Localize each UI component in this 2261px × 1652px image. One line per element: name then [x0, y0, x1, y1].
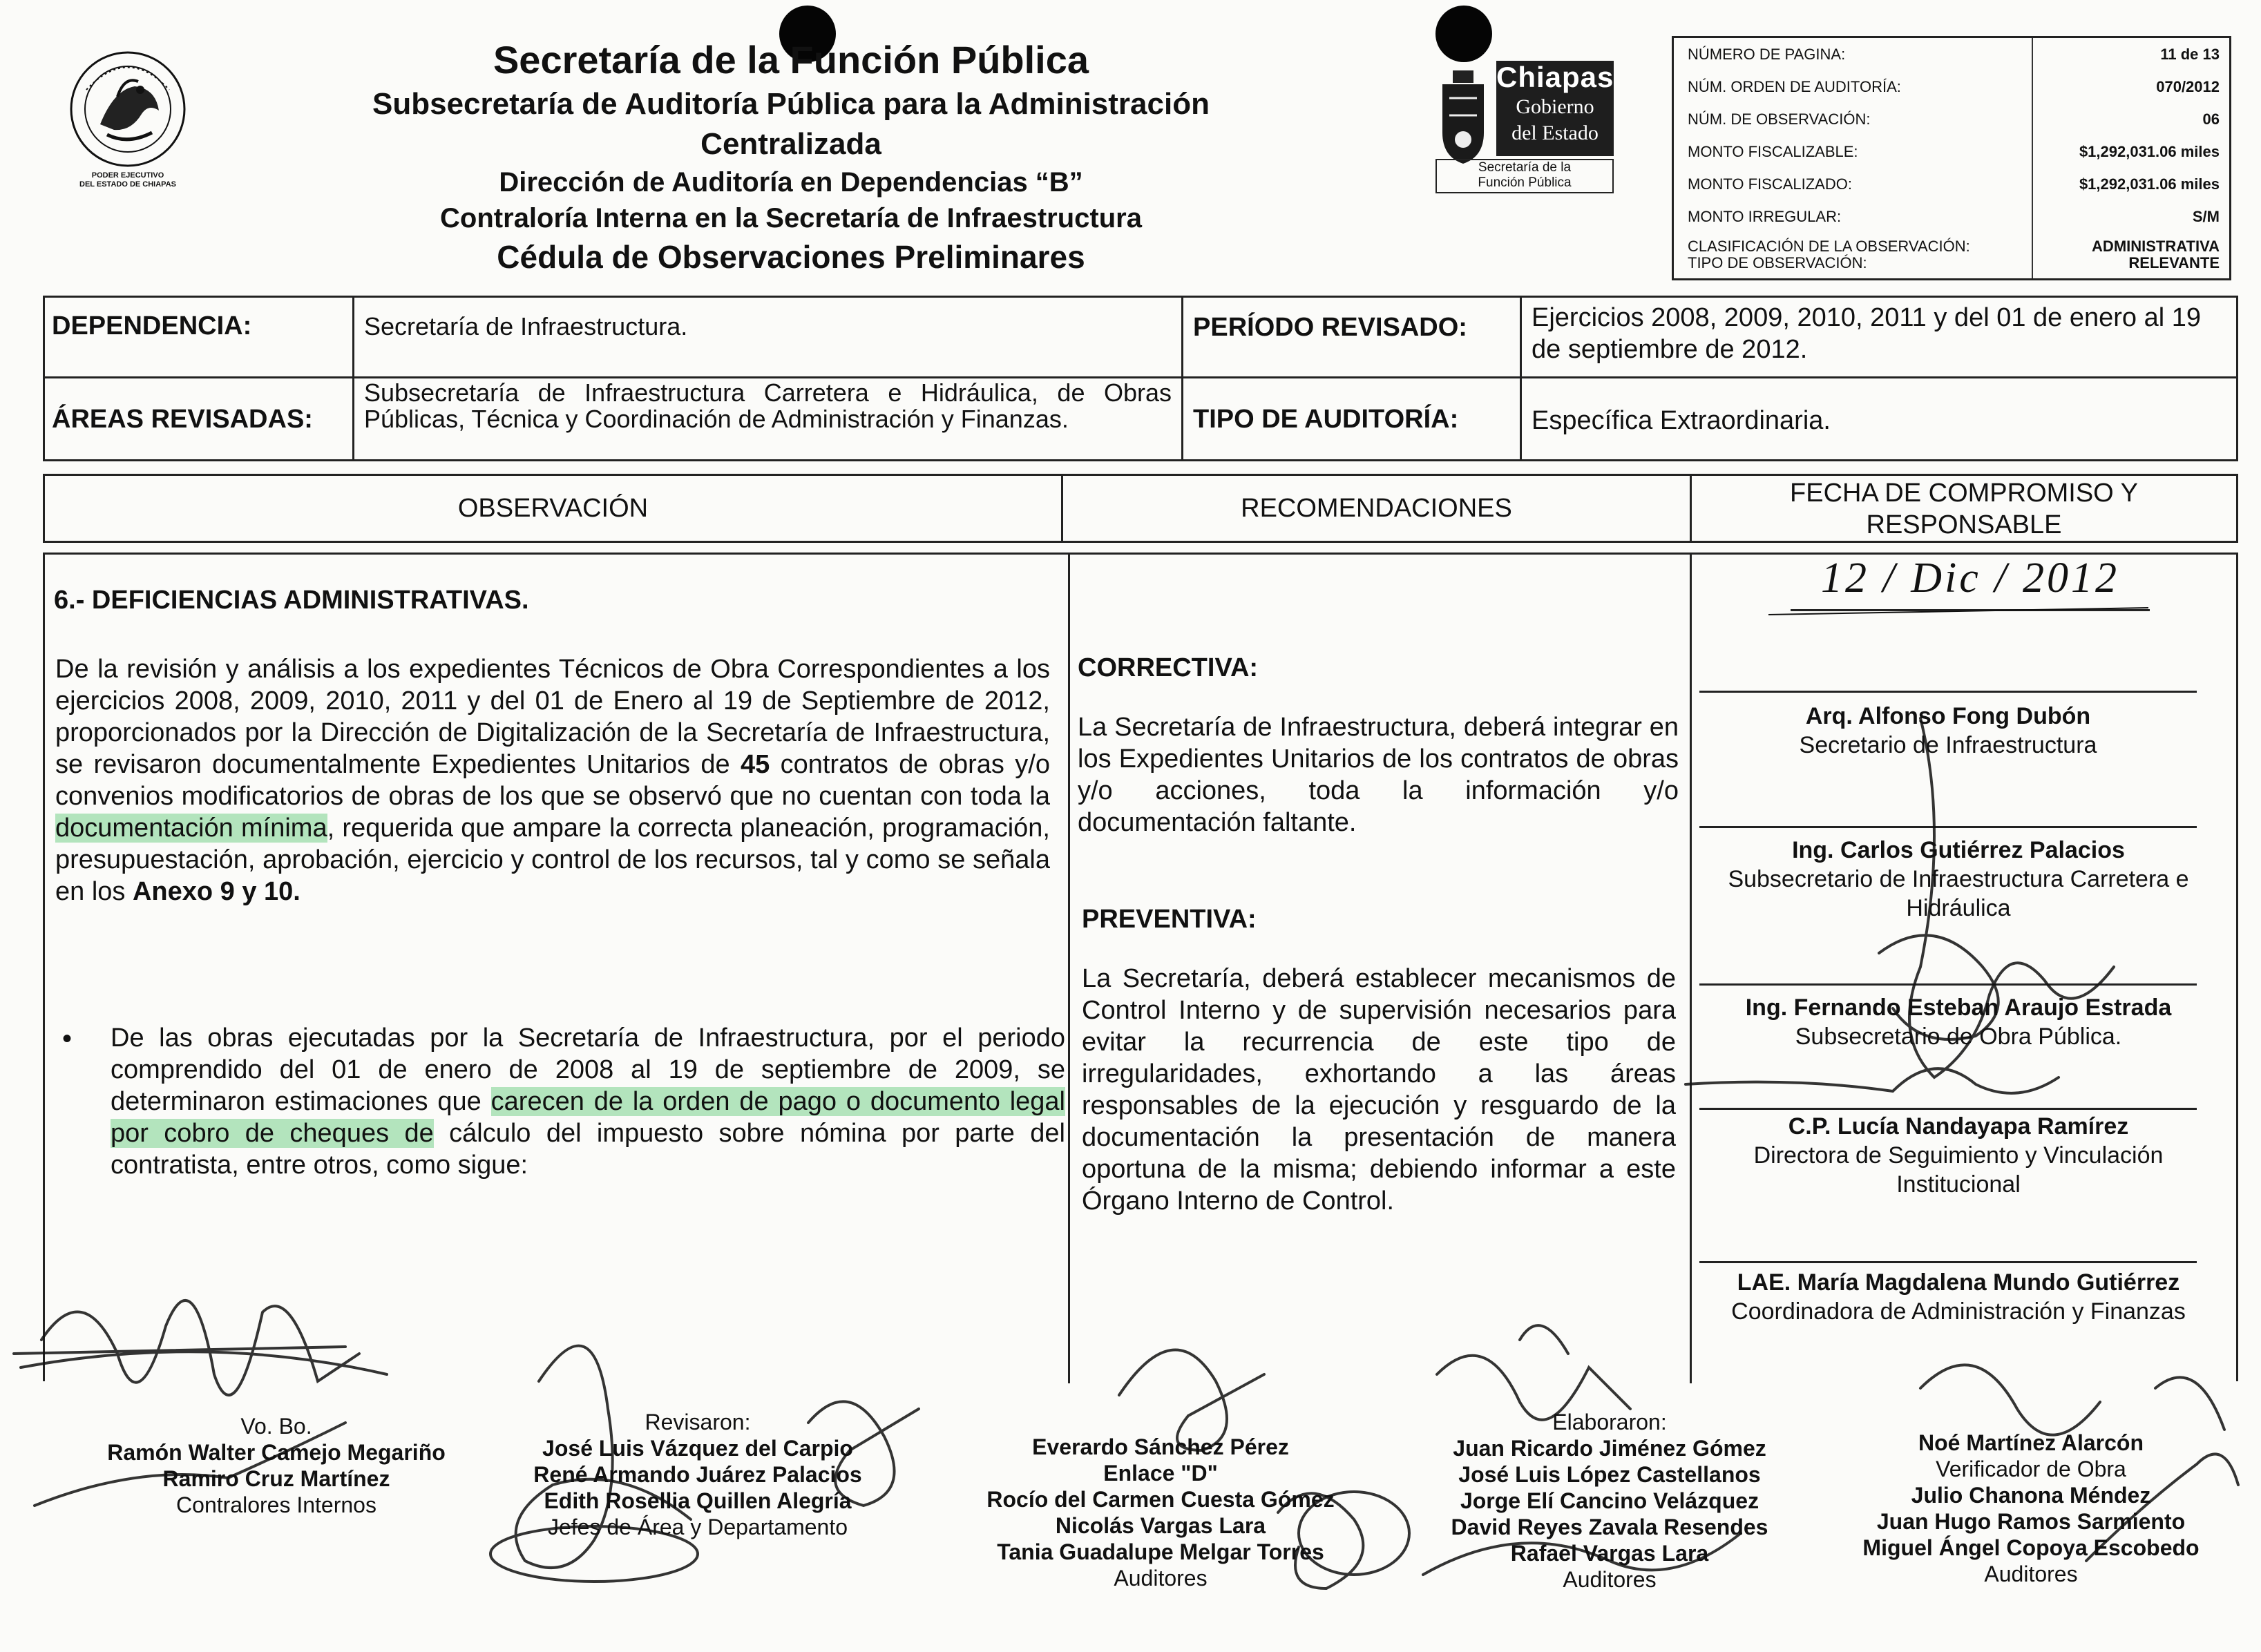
fecha-cell [1692, 555, 2236, 1383]
signer-name: Tania Guadalupe Melgar Torres [997, 1539, 1324, 1564]
recomendaciones-header: RECOMENDACIONES [1241, 494, 1512, 523]
signer-name: Everardo Sánchez Pérez [1032, 1434, 1289, 1459]
signer-name: Edith Rosellia Quillen Alegría [544, 1488, 852, 1513]
general-info-table [43, 296, 2238, 461]
logo-caption-line2: Función Pública [1478, 175, 1572, 190]
tipo-value-cell [1522, 378, 2236, 459]
signer-role: Verificador de Obra [1936, 1457, 2126, 1481]
logo-caption [1435, 159, 1614, 193]
info-box [1672, 36, 2231, 280]
info-key: MONTO FISCALIZADO: [1688, 175, 1852, 193]
signer-role: Auditores [1114, 1566, 1208, 1591]
signer-name: Ramón Walter Camejo Megariño [107, 1440, 446, 1465]
p1-highlight: documentación mínima [55, 814, 327, 843]
signature-line [1699, 1261, 2197, 1263]
correctiva-text: La Secretaría de Infraestructura, deberá integrar en los Expedientes Unitarios de los contratos de obras y/o acciones, toda la información y/o documentación faltante. [1078, 713, 1679, 837]
info-row [1674, 168, 2229, 200]
state-shield-icon [1435, 70, 1491, 167]
responsable-name: LAE. María Magdalena Mundo Gutiérrez [1737, 1269, 2180, 1296]
observacion-heading: 6.- DEFICIENCIAS ADMINISTRATIVAS. [54, 586, 529, 615]
signer-name: Miguel Ángel Copoya Escobedo [1862, 1535, 2200, 1560]
vobo-label: Vo. Bo. [240, 1414, 312, 1439]
areas-value: Subsecretaría de Infraestructura Carretera e Hidráulica, de Obras Públicas, Técnica y Coordinación de Administración y Finanzas. [364, 378, 1172, 433]
info-key [1674, 238, 2033, 271]
info-value: $1,292,031.06 miles [2079, 175, 2220, 193]
responsable-1 [1672, 702, 2224, 760]
signature-scribble [2155, 1377, 2224, 1430]
responsable-title: Subsecretario de Obra Pública. [1795, 1024, 2122, 1050]
seal-caption-line1: PODER EJECUTIVO [91, 171, 164, 180]
responsable-name: C.P. Lucía Nandayapa Ramírez [1788, 1113, 2129, 1140]
signer-role: Auditores [1563, 1567, 1657, 1592]
info-value-classification: ADMINISTRATIVA [2092, 238, 2220, 255]
chiapas-logo [1435, 61, 1614, 199]
header-contraloria: Contraloría Interna en la Secretaría de Infraestructura [440, 203, 1142, 233]
logo-line1: Gobierno [1516, 95, 1594, 118]
signature-line [1699, 826, 2197, 828]
info-key-classification: CLASIFICACIÓN DE LA OBSERVACIÓN: [1688, 238, 1970, 255]
info-key: NÚMERO DE PAGINA: [1688, 45, 1846, 63]
signature-line [1699, 983, 2197, 986]
signature-block-elaboraron [1416, 1409, 1803, 1593]
responsable-4 [1672, 1112, 2245, 1199]
column-header-row [43, 474, 2238, 543]
signer-name: Noé Martínez Alarcón [1918, 1430, 2144, 1455]
p2-highlight: carecen de la orden de pago o documento legal por cobro de cheques de [111, 1087, 1065, 1148]
responsable-name: Arq. Alfonso Fong Dubón [1805, 703, 2091, 729]
p1-text-c: contratos de obras y/o convenios modificatorios de obras de los que se observó que no cuentan con toda la [55, 750, 1050, 811]
info-key-type: TIPO DE OBSERVACIÓN: [1688, 254, 1867, 271]
logo-line2: del Estado [1511, 122, 1599, 144]
signer-name: Nicolás Vargas Lara [1055, 1513, 1266, 1538]
header-subtitle-2: Centralizada [700, 127, 881, 161]
info-key: NÚM. ORDEN DE AUDITORÍA: [1688, 77, 1901, 95]
preventiva-label: PREVENTIVA: [1082, 905, 1257, 934]
dependencia-label: DEPENDENCIA: [52, 311, 252, 340]
signer-name: Enlace "D" [1103, 1461, 1218, 1486]
signature-block-verificador [1824, 1430, 2238, 1587]
preventiva-text: La Secretaría, deberá establecer mecanismos de Control Interno y de supervisión necesarios para evitar la recurrencia de este tipo de irregularidades, exhortando a las áreas responsables de la ejecución y resguardo de la documentación la presentación de manera oportuna de la misma; debiendo informar a este Órgano Interno de Control. [1082, 964, 1676, 1216]
responsable-5 [1672, 1268, 2245, 1326]
signer-name: Juan Hugo Ramos Sarmiento [1876, 1509, 2186, 1534]
signer-name: René Armando Juárez Palacios [533, 1462, 862, 1487]
fecha-header-line2: RESPONSABLE [1866, 510, 2062, 539]
observacion-paragraph-2 [111, 1022, 1065, 1181]
periodo-value: Ejercicios 2008, 2009, 2010, 2011 y del 01 de enero al 19 de septiembre de 2012. [1532, 303, 2201, 364]
tipo-value: Específica Extraordinaria. [1532, 406, 1831, 435]
responsable-title: Coordinadora de Administración y Finanzas [1731, 1298, 2186, 1325]
fecha-header-cell [1692, 476, 2236, 541]
info-row-classification [1674, 233, 2229, 277]
signature-block-enlace [953, 1434, 1368, 1591]
document-header [290, 36, 1292, 278]
info-value: $1,292,031.06 miles [2079, 142, 2220, 160]
observacion-paragraph-1 [55, 653, 1050, 907]
header-title: Secretaría de la Función Pública [493, 38, 1089, 81]
info-value-type: RELEVANTE [2128, 254, 2220, 271]
periodo-value-cell [1522, 298, 2236, 378]
signer-name: Ramiro Cruz Martínez [162, 1466, 390, 1491]
elaboraron-label: Elaboraron: [1552, 1410, 1667, 1434]
seal-caption [52, 171, 204, 189]
signer-name: José Luis Vázquez del Carpio [542, 1436, 853, 1461]
revisaron-label: Revisaron: [645, 1410, 751, 1434]
responsable-2 [1672, 836, 2245, 923]
info-row [1674, 135, 2229, 168]
p1-text-d: , requerida que ampare la correcta planeación, programación, presupuestación, aprobación, ejercicio y control de los recursos, tal y como se señala en los [55, 814, 1050, 906]
info-row [1674, 103, 2229, 135]
recomendaciones-header-cell [1063, 476, 1692, 541]
signer-name: David Reyes Zavala Resendes [1451, 1515, 1768, 1539]
periodo-label-cell [1183, 298, 1522, 378]
info-row [1674, 200, 2229, 233]
info-value [2033, 238, 2229, 271]
logo-brand: Chiapas [1496, 61, 1614, 93]
header-subtitle-1: Subsecretaría de Auditoría Pública para la Administración [372, 87, 1210, 121]
bullet-icon: • [62, 1024, 73, 1054]
p1-text-a: De la revisión y análisis a los expedientes Técnicos de Obra Correspondientes a los ejercicios 2008, 2009, 2010, 2011 y del 01 de Enero al 19 de Septiembre de 2012, proporcionados por la Dirección de Digitalización de la Secretaría de Infraestructura, se revisaron documentalmente Expedientes Unitarios de [55, 655, 1050, 779]
periodo-label: PERÍODO REVISADO: [1193, 313, 1467, 342]
signer-name: Rafael Vargas Lara [1510, 1541, 1709, 1566]
info-row [1674, 70, 2229, 103]
info-value: 11 de 13 [2160, 45, 2220, 63]
seal-caption-line2: DEL ESTADO DE CHIAPAS [79, 180, 176, 189]
signature-block-vobo [69, 1413, 484, 1518]
tipo-label-cell [1183, 378, 1522, 459]
responsable-name: Ing. Carlos Gutiérrez Palacios [1792, 837, 2125, 863]
seal-left [59, 48, 197, 189]
punch-hole-right [1435, 6, 1492, 62]
signer-role: Contralores Internos [176, 1492, 376, 1517]
responsable-title: Subsecretario de Infraestructura Carretera e Hidráulica [1728, 866, 2189, 921]
signer-role: Jefes de Área y Departamento [547, 1515, 848, 1539]
header-document-type: Cédula de Observaciones Preliminares [497, 239, 1085, 275]
signer-name: Julio Chanona Méndez [1911, 1483, 2151, 1508]
handwritten-date: 12 / Dic / 2012 [1791, 554, 2150, 611]
signer-name: José Luis López Castellanos [1458, 1462, 1761, 1487]
info-value: 070/2012 [2156, 77, 2220, 95]
info-row [1674, 38, 2229, 70]
areas-label: ÁREAS REVISADAS: [52, 405, 313, 434]
p1-contract-count: 45 [740, 750, 770, 779]
p1-annex-ref: Anexo 9 y 10. [132, 877, 300, 906]
areas-label-cell [45, 378, 354, 459]
signature-line [1699, 1108, 2197, 1110]
signature-block-revisaron [504, 1409, 891, 1540]
info-key: MONTO FISCALIZABLE: [1688, 142, 1858, 160]
signer-name: Jorge Elí Cancino Velázquez [1460, 1488, 1759, 1513]
observacion-header-cell [45, 476, 1063, 541]
p2-text-a: De las obras ejecutadas por la Secretaría de Infraestructura, por el periodo comprendido del 01 de enero de 2008 al 19 de septiembre de 2009, se determinaron estimaciones que [111, 1024, 1065, 1116]
info-value: 06 [2202, 110, 2220, 128]
dependencia-value-cell [354, 298, 1183, 378]
responsable-3 [1672, 993, 2245, 1051]
coat-of-arms-icon [59, 48, 197, 169]
signer-name: Juan Ricardo Jiménez Gómez [1453, 1436, 1766, 1461]
chiapas-brand-panel [1496, 61, 1614, 156]
tipo-label: TIPO DE AUDITORÍA: [1193, 405, 1459, 434]
dependencia-value: Secretaría de Infraestructura. [364, 312, 688, 340]
logo-caption-line1: Secretaría de la [1478, 160, 1572, 175]
p2-text-b: cálculo del impuesto sobre nómina por parte del contratista, entre otros, como sigue: [111, 1119, 1065, 1180]
info-value: S/M [2192, 207, 2220, 225]
correctiva-label: CORRECTIVA: [1078, 653, 1259, 682]
responsable-title: Directora de Seguimiento y Vinculación Institucional [1753, 1142, 2164, 1198]
header-direction: Dirección de Auditoría en Dependencias “B” [499, 167, 1083, 198]
signer-name: Rocío del Carmen Cuesta Gómez [986, 1487, 1335, 1512]
responsable-name: Ing. Fernando Esteban Araujo Estrada [1745, 995, 2172, 1021]
dependencia-label-cell [45, 298, 354, 378]
fecha-header-line1: FECHA DE COMPROMISO Y [1790, 479, 2138, 508]
responsable-block [1699, 691, 2197, 693]
info-key: MONTO IRREGULAR: [1688, 207, 1842, 225]
areas-value-cell [354, 378, 1183, 459]
info-key: NÚM. DE OBSERVACIÓN: [1688, 110, 1871, 128]
signer-role: Auditores [1984, 1562, 2078, 1586]
responsable-title: Secretario de Infraestructura [1799, 732, 2097, 758]
observacion-header: OBSERVACIÓN [457, 494, 649, 523]
